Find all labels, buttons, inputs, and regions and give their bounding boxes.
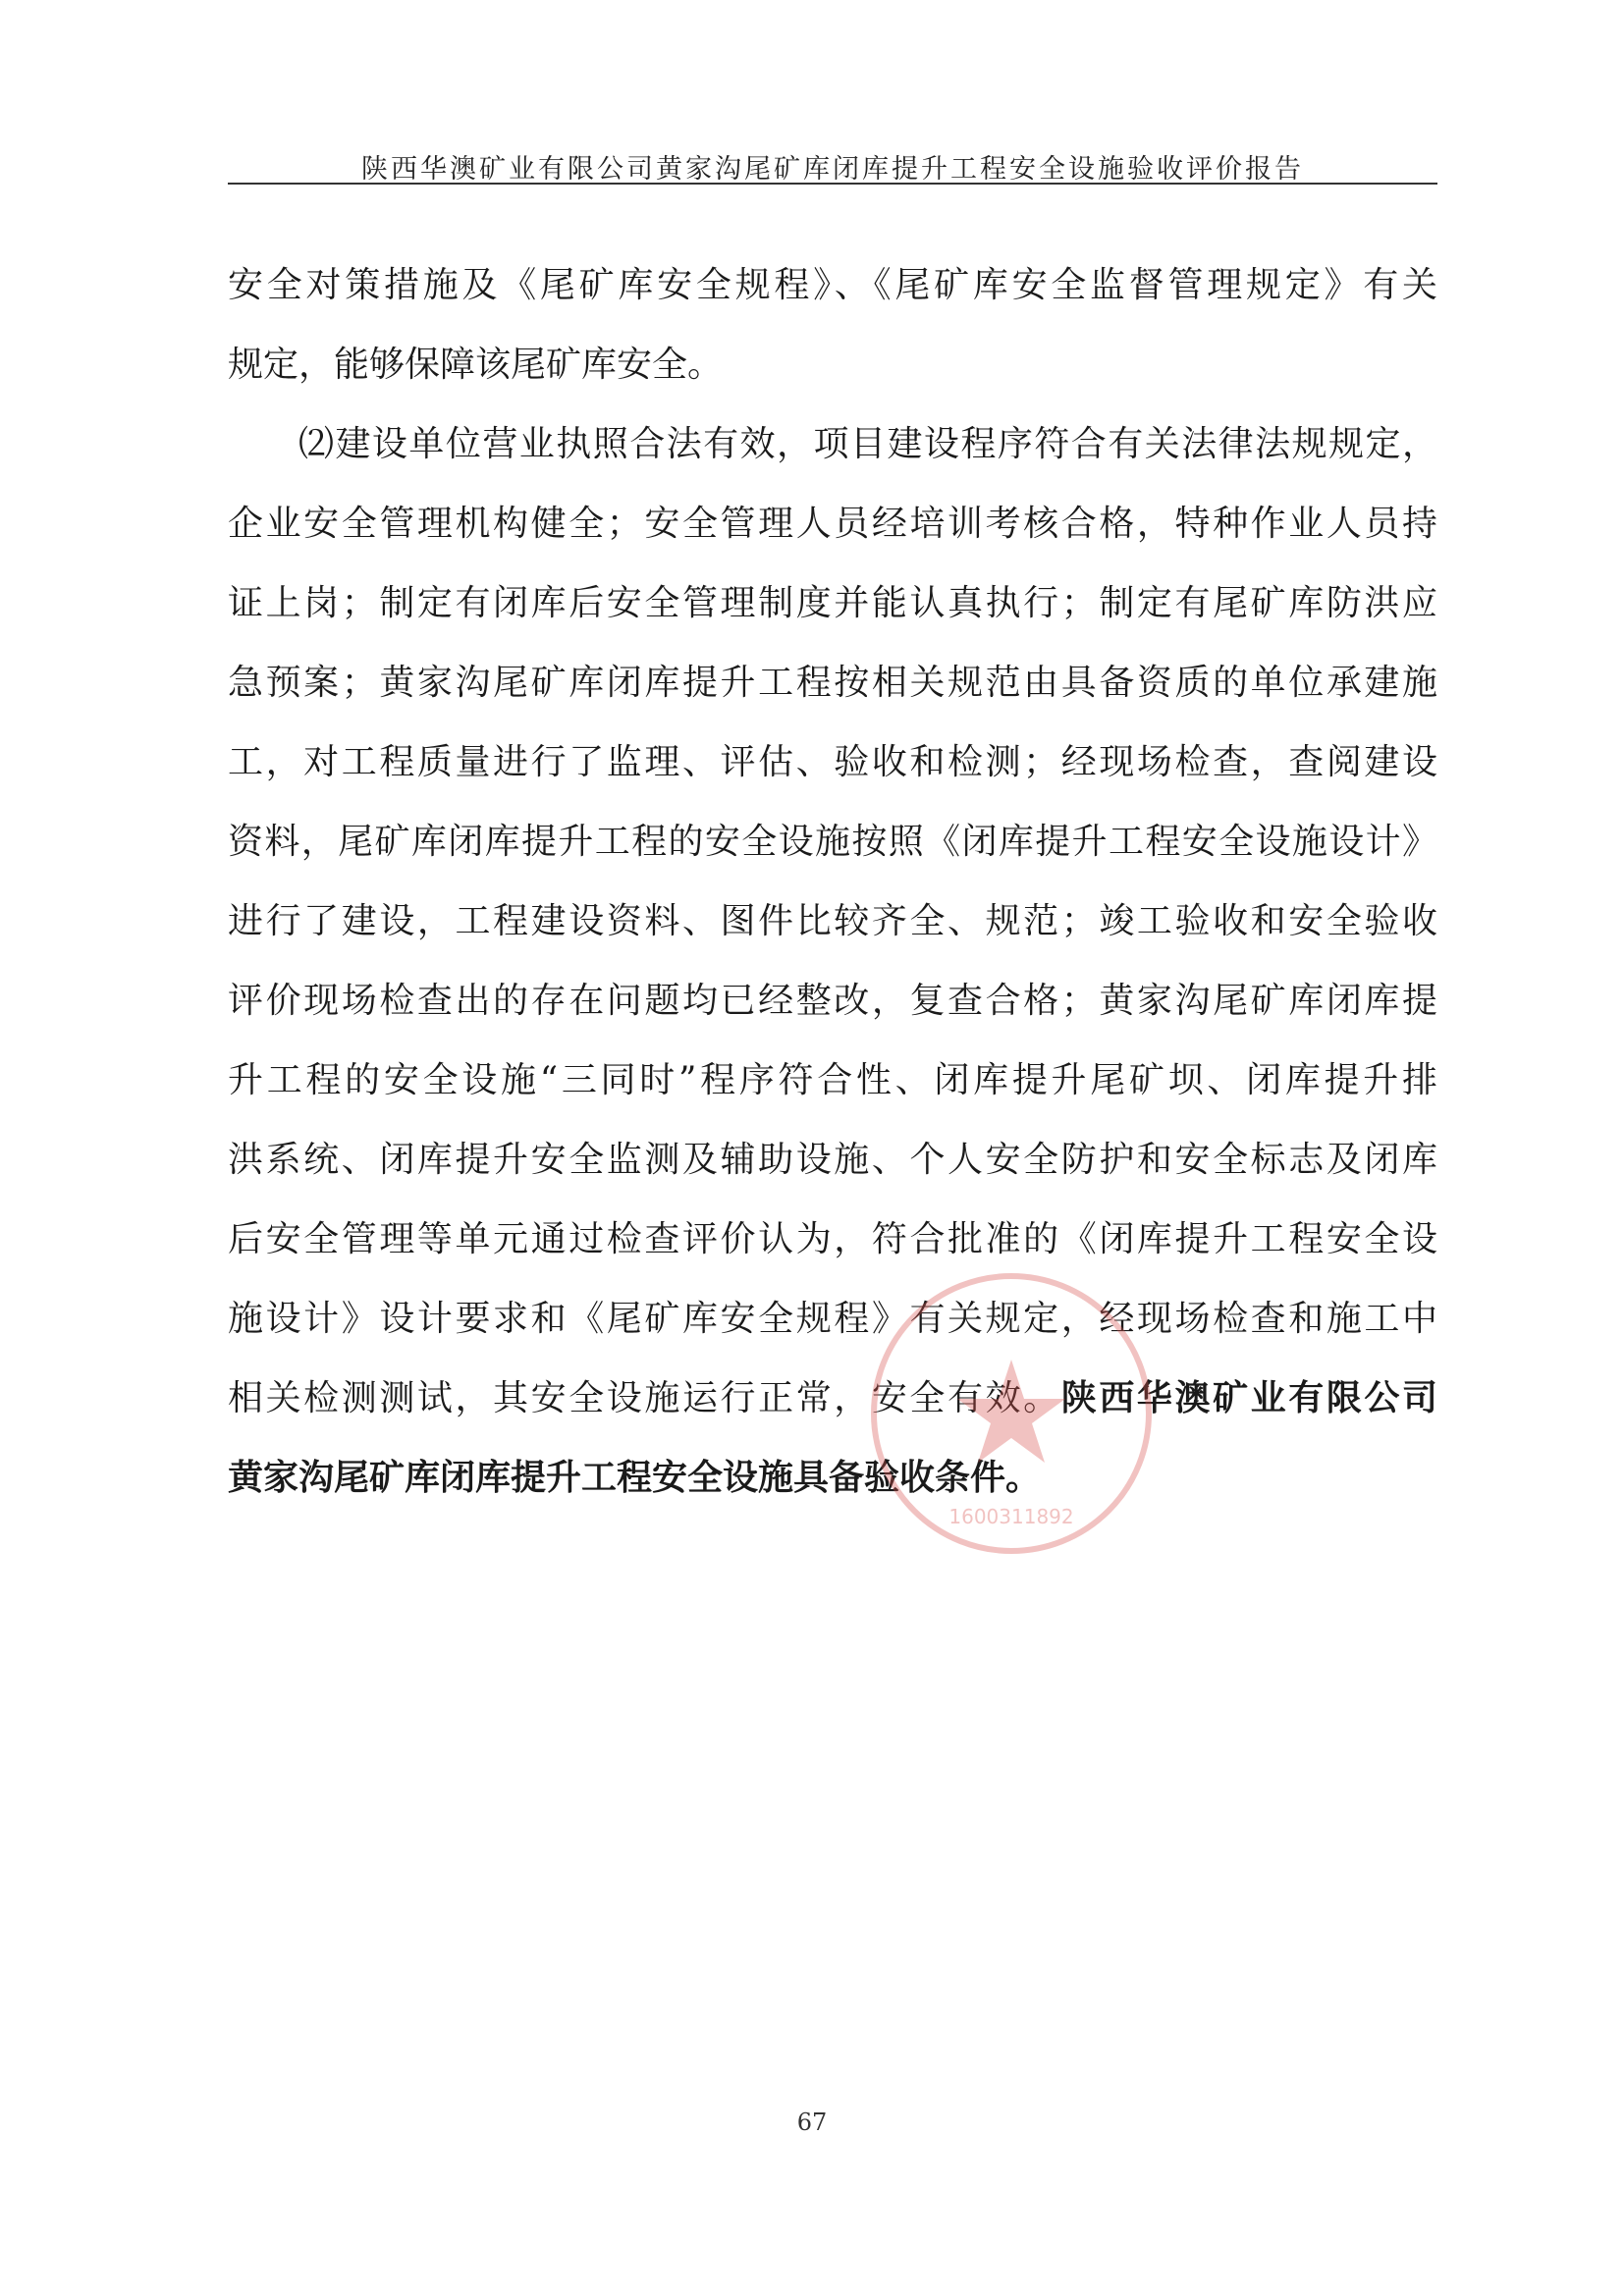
- paragraph-2-line-11: 后安全管理等单元通过检查评价认为，符合批准的《闭库提升工程安全设: [228, 1219, 1437, 1259]
- paragraph-2-line-7: 进行了建设，工程建设资料、图件比较齐全、规范；竣工验收和安全验收: [228, 901, 1437, 941]
- paragraph-2-line-10: 洪系统、闭库提升安全监测及辅助设施、个人安全防护和安全标志及闭库: [228, 1140, 1437, 1180]
- page-header: 陕西华澳矿业有限公司黄家沟尾矿库闭库提升工程安全设施验收评价报告: [361, 154, 1304, 185]
- paragraph-2-line-1: ⑵建设单位营业执照合法有效，项目建设程序符合有关法律法规规定，: [298, 424, 1437, 464]
- paragraph-1-line-2: 规定，能够保障该尾矿库安全。: [228, 345, 724, 385]
- paragraph-2-line-5: 工，对工程质量进行了监理、评估、验收和检测；经现场检查，查阅建设: [228, 742, 1437, 782]
- conclusion-statement: 黄家沟尾矿库闭库提升工程安全设施具备验收条件。: [228, 1457, 1042, 1498]
- paragraph-2-line-3: 证上岗；制定有闭库后安全管理制度并能认真执行；制定有尾矿库防洪应: [228, 583, 1437, 623]
- paragraph-2-line-4: 急预案；黄家沟尾矿库闭库提升工程按相关规范由具备资质的单位承建施: [228, 663, 1437, 703]
- report-body: [228, 245, 1437, 1518]
- page-number: 67: [796, 2109, 828, 2136]
- paragraph-2-line-12: 施设计》设计要求和《尾矿库安全规程》有关规定，经现场检查和施工中: [228, 1299, 1437, 1339]
- seal-number: 1600311892: [948, 1505, 1074, 1528]
- paragraph-2-line-13: [228, 1359, 1437, 1438]
- paragraph-2-line-6: 资料，尾矿库闭库提升工程的安全设施按照《闭库提升工程安全设施设计》: [228, 822, 1437, 862]
- paragraph-2-line-13-text: 相关检测测试，其安全设施运行正常，安全有效。: [228, 1378, 1061, 1418]
- paragraph-1-line-1: 安全对策措施及《尾矿库安全规程》、《尾矿库安全监督管理规定》有关: [228, 265, 1437, 305]
- conclusion-company-name: 陕西华澳矿业有限公司: [1060, 1377, 1437, 1418]
- paragraph-2-line-9: 升工程的安全设施“三同时”程序符合性、闭库提升尾矿坝、闭库提升排: [228, 1060, 1437, 1100]
- paragraph-2-line-2: 企业安全管理机构健全；安全管理人员经培训考核合格，特种作业人员持: [228, 504, 1437, 544]
- paragraph-2-line-8: 评价现场检查出的存在问题均已经整改，复查合格；黄家沟尾矿库闭库提: [228, 981, 1437, 1021]
- header-divider: [228, 183, 1437, 185]
